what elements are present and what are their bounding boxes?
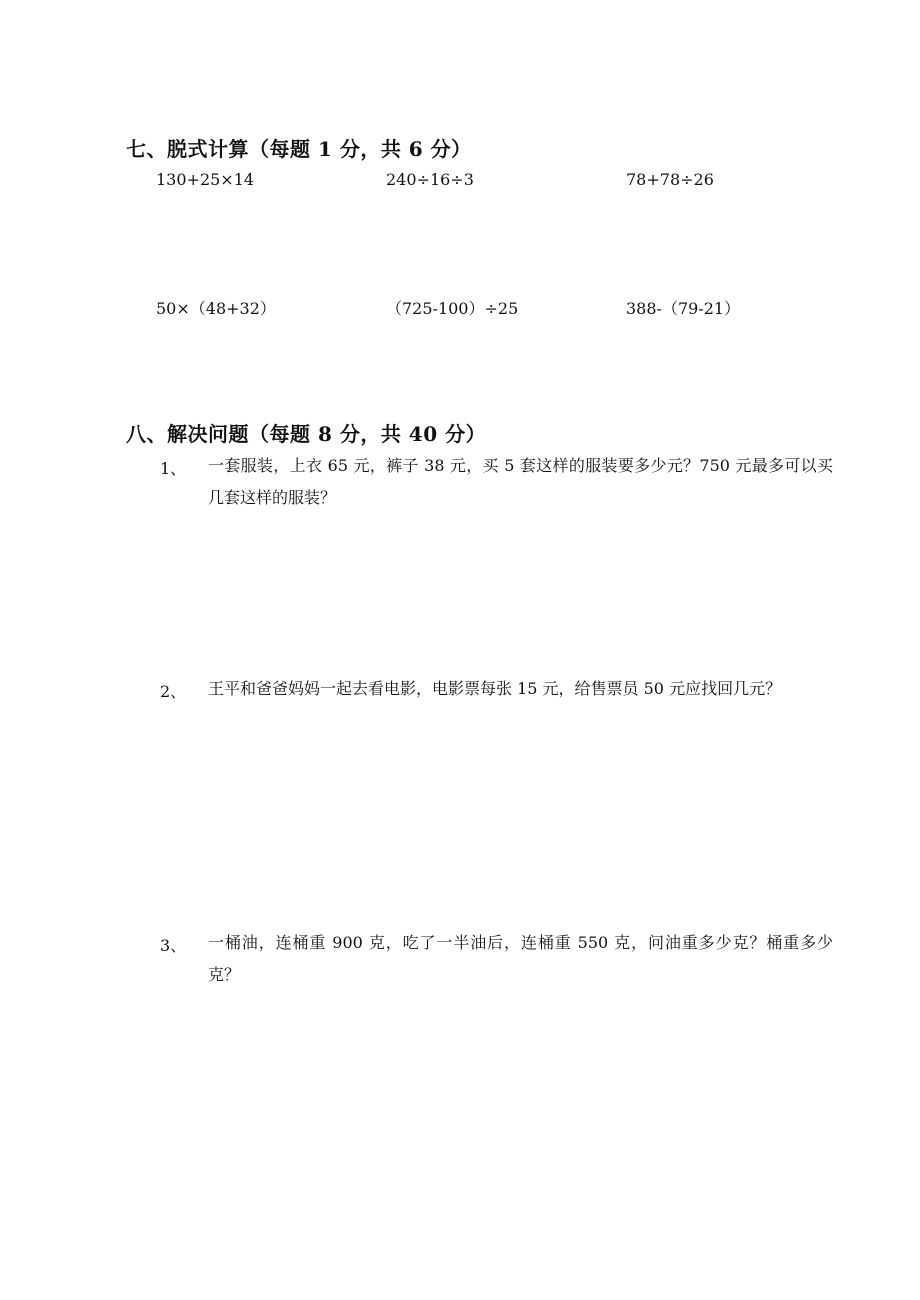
problem-2-number: 2、 — [160, 682, 187, 701]
problem-1-number: 1、 — [160, 459, 187, 478]
section-7-title: 七、脱式计算（每题 1 分，共 6 分） — [126, 137, 472, 161]
section-8-title: 八、解决问题（每题 8 分，共 40 分） — [126, 422, 487, 446]
expression-6: 388-（79-21） — [626, 299, 741, 318]
expression-3: 78+78÷26 — [626, 170, 714, 189]
expression-5: （725-100）÷25 — [386, 299, 519, 318]
problem-3-number: 3、 — [160, 936, 187, 955]
expression-1: 130+25×14 — [156, 170, 255, 189]
problem-1-text: 一套服装，上衣 65 元，裤子 38 元，买 5 套这样的服装要多少元？750 元最多可以买几套这样的服装？ — [208, 456, 833, 507]
expression-2: 240÷16÷3 — [386, 170, 474, 189]
expression-4: 50×（48+32） — [156, 299, 276, 318]
problem-3-text: 一桶油，连桶重 900 克，吃了一半油后，连桶重 550 克，问油重多少克？桶重多少克？ — [208, 933, 833, 984]
problem-2-text: 王平和爸爸妈妈一起去看电影，电影票每张 15 元，给售票员 50 元应找回几元？ — [208, 679, 782, 698]
